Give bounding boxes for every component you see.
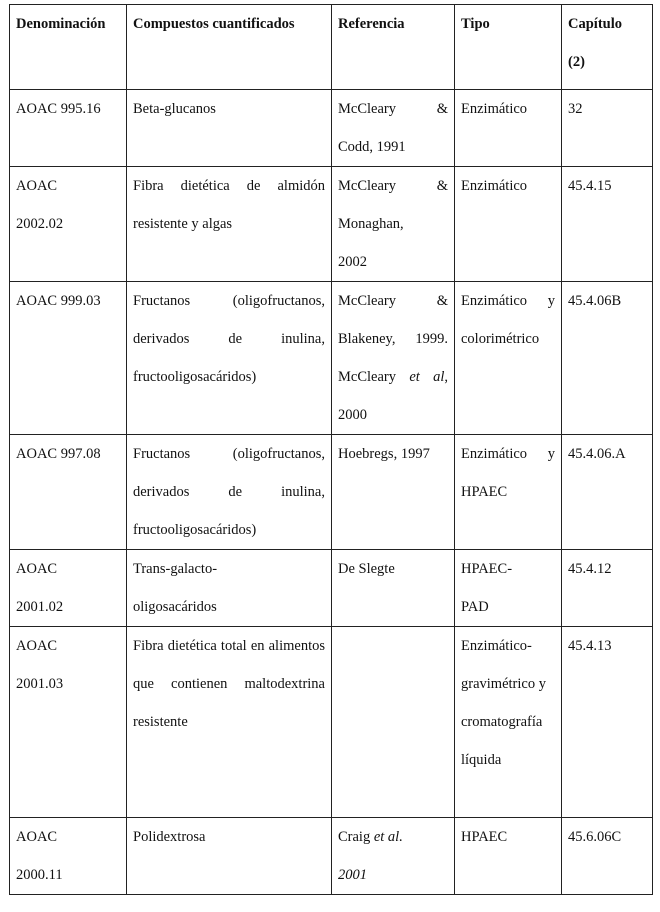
ref-rest: Codd, 1991 — [338, 139, 406, 155]
cell-compuestos: Fibra dietética de almidón resistente y algas — [127, 167, 332, 282]
cell-referencia — [332, 435, 455, 550]
ref-author: Craig — [338, 829, 371, 845]
cell-compuestos: Trans-galacto-oligosacáridos — [127, 550, 332, 627]
cell-referencia — [332, 550, 455, 627]
cell-denominacion: AOAC 995.16 — [10, 90, 127, 167]
ref-italic: et al. — [373, 829, 403, 845]
cell-denominacion: AOAC 999.03 — [10, 282, 127, 435]
cell-tipo: Enzimático — [455, 90, 562, 167]
cell-denominacion: AOAC 2001.02 — [10, 550, 127, 627]
cell-referencia — [332, 90, 455, 167]
cell-denominacion: AOAC 2001.03 — [10, 627, 127, 818]
cell-capitulo: 45.4.06.A — [562, 435, 653, 550]
cell-referencia — [332, 167, 455, 282]
header-capitulo: Capítulo (2) — [562, 5, 653, 90]
ref-author: McCleary & — [338, 293, 448, 309]
ref-rest-group — [338, 320, 448, 434]
cell-capitulo: 45.6.06C — [562, 818, 653, 895]
cell-compuestos: Fibra dietética total en alimentos que contienen maltodextrina resistente — [127, 627, 332, 818]
cell-compuestos: Fructanos (oligofructanos, derivados de inulina, fructooligosacáridos) — [127, 282, 332, 435]
cell-capitulo: 45.4.12 — [562, 550, 653, 627]
table-row — [10, 167, 653, 282]
ref-author: McCleary & — [338, 101, 448, 117]
ref-author: McCleary & — [338, 178, 448, 194]
cell-compuestos: Fructanos (oligofructanos, derivados de inulina, fructooligosacáridos) — [127, 435, 332, 550]
header-tipo: Tipo — [455, 5, 562, 90]
cell-capitulo: 45.4.13 — [562, 627, 653, 818]
cell-referencia — [332, 627, 455, 818]
table-row — [10, 818, 653, 895]
cell-referencia — [332, 282, 455, 435]
header-denominacion: Denominación — [10, 5, 127, 90]
cell-capitulo: 45.4.15 — [562, 167, 653, 282]
table-row — [10, 282, 653, 435]
table-row — [10, 90, 653, 167]
cell-denominacion: AOAC 997.08 — [10, 435, 127, 550]
table-row — [10, 627, 653, 818]
cell-tipo: Enzimático-gravimétrico y cromatografía líquida — [455, 627, 562, 818]
ref-extra: , 2000 — [338, 369, 449, 423]
cell-denominacion: AOAC 2002.02 — [10, 167, 127, 282]
ref-author: Hoebregs, 1997 — [338, 446, 430, 462]
cell-compuestos: Beta-glucanos — [127, 90, 332, 167]
cell-capitulo: 32 — [562, 90, 653, 167]
cell-referencia — [332, 818, 455, 895]
ref-rest-group — [338, 818, 448, 856]
cell-tipo: Enzimático y HPAEC — [455, 435, 562, 550]
ref-rest: Monaghan, 2002 — [338, 216, 404, 270]
table-row — [10, 435, 653, 550]
header-row — [10, 5, 653, 90]
table-row — [10, 550, 653, 627]
ref-extra: 2001 — [338, 867, 367, 883]
cell-tipo: HPAEC — [455, 818, 562, 895]
cell-capitulo: 45.4.06B — [562, 282, 653, 435]
cell-tipo: Enzimático — [455, 167, 562, 282]
ref-author: De Slegte — [338, 561, 395, 577]
cell-compuestos: Polidextrosa — [127, 818, 332, 895]
cell-denominacion: AOAC 2000.11 — [10, 818, 127, 895]
header-compuestos: Compuestos cuantificados — [127, 5, 332, 90]
cell-tipo: HPAEC-PAD — [455, 550, 562, 627]
methods-table — [9, 4, 653, 895]
ref-italic: et al — [409, 369, 445, 385]
ref-rest: Blakeney, 1999. McCleary — [338, 331, 448, 385]
cell-tipo: Enzimático y colorimétrico — [455, 282, 562, 435]
header-referencia: Referencia — [332, 5, 455, 90]
